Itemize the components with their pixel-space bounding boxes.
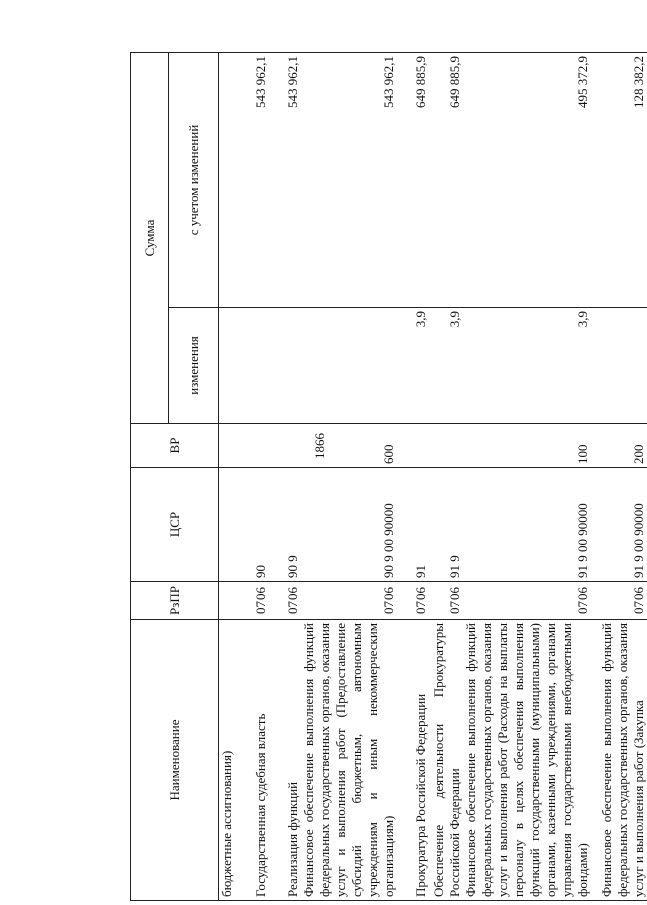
col-header-csr: ЦСР — [131, 468, 219, 582]
row-pr: 06 — [630, 587, 646, 600]
row-rz-pr — [237, 582, 269, 620]
row-vr — [269, 424, 301, 468]
row-name: Государственная судебная власть — [237, 620, 269, 901]
row-change: 3,9 — [397, 308, 429, 424]
table-row — [397, 53, 429, 901]
row-vr — [219, 424, 237, 468]
row-rz-pr — [463, 582, 591, 620]
col-header-rz-pr — [131, 582, 219, 620]
row-change — [591, 308, 647, 424]
row-csr: 90 9 — [269, 468, 301, 582]
col-header-change: изменения — [169, 308, 219, 424]
row-name: Финансовое обеспечение выполнения функций федеральных государственных органов, оказания услуг и выполнения работ (Закупка — [591, 620, 647, 901]
row-pr: 06 — [446, 587, 462, 600]
row-rz: 07 — [284, 601, 300, 614]
table-row — [463, 53, 591, 901]
row-rz: 07 — [630, 601, 646, 614]
row-rz-pr — [397, 582, 429, 620]
row-csr — [219, 468, 237, 582]
row-vr — [237, 424, 269, 468]
table-row — [269, 53, 301, 901]
row-name: Реализация функций — [269, 620, 301, 901]
col-header-rz: Рз — [166, 602, 182, 615]
row-csr: 91 9 00 90000 — [463, 468, 591, 582]
row-name: бюджетные ассигнования) — [219, 620, 237, 901]
row-rz-pr — [219, 582, 237, 620]
row-change: 3,9 — [463, 308, 591, 424]
row-rz-pr — [429, 582, 463, 620]
row-total: 495 372,9 — [463, 53, 591, 308]
row-pr: 06 — [412, 587, 428, 600]
row-pr: 06 — [252, 587, 268, 600]
row-csr: 91 9 — [429, 468, 463, 582]
row-total: 128 382,2 — [591, 53, 647, 308]
rotated-table-sheet — [130, 53, 646, 901]
row-vr — [397, 424, 429, 468]
row-rz: 07 — [412, 601, 428, 614]
row-name: Финансовое обеспечение выполнения функций федеральных государственных органов, оказания услуг и выполнения работ (Предоставление субсидий бюджетным, автономным учреждениям и иным некоммерческим организациям) — [301, 620, 397, 901]
col-header-sum: Сумма — [131, 53, 169, 424]
row-vr: 200 — [591, 424, 647, 468]
table-row — [429, 53, 463, 901]
row-change — [269, 308, 301, 424]
row-vr — [429, 424, 463, 468]
table-row — [591, 53, 647, 901]
col-header-pr: ПР — [166, 586, 182, 603]
col-header-name: Наименование — [131, 620, 219, 901]
page-number: 1866 — [312, 433, 327, 459]
row-total: 543 962,1 — [301, 53, 397, 308]
table-row — [237, 53, 269, 901]
row-vr: 600 — [301, 424, 397, 468]
row-pr: 06 — [380, 587, 396, 600]
row-rz: 07 — [380, 601, 396, 614]
row-csr: 90 — [237, 468, 269, 582]
row-change — [219, 308, 237, 424]
row-change — [301, 308, 397, 424]
row-change: 3,9 — [429, 308, 463, 424]
row-vr: 100 — [463, 424, 591, 468]
row-change — [237, 308, 269, 424]
row-name: Финансовое обеспечение выполнения функций федеральных государственных органов, оказания услуг и выполнения работ (Расходы на выплаты персоналу в целях обеспечения выполнения функций государственными (муниципальными) органами, казенными учреждениями, органами управления государственными внебюджетными фондами) — [463, 620, 591, 901]
col-header-with-change: с учетом изменений — [169, 53, 219, 308]
row-csr: 91 — [397, 468, 429, 582]
row-rz-pr — [269, 582, 301, 620]
row-rz-pr — [301, 582, 397, 620]
row-rz: 07 — [574, 601, 590, 614]
row-rz: 07 — [446, 601, 462, 614]
row-rz-pr — [591, 582, 647, 620]
row-total: 649 885,9 — [429, 53, 463, 308]
row-total: 543 962,1 — [237, 53, 269, 308]
col-header-vr: ВР — [131, 424, 219, 468]
row-csr: 90 9 00 90000 — [301, 468, 397, 582]
row-total: 543 962,1 — [269, 53, 301, 308]
row-pr: 06 — [574, 587, 590, 600]
row-pr: 06 — [284, 587, 300, 600]
row-name: Прокуратура Российской Федерации — [397, 620, 429, 901]
row-rz: 07 — [252, 601, 268, 614]
budget-table — [130, 52, 647, 901]
row-name: Обеспечение деятельности Прокуратуры Российской Федерации — [429, 620, 463, 901]
table-row — [301, 53, 397, 901]
row-csr: 91 9 00 90000 — [591, 468, 647, 582]
row-total: 649 885,9 — [397, 53, 429, 308]
table-row — [219, 53, 237, 901]
row-total — [219, 53, 237, 308]
